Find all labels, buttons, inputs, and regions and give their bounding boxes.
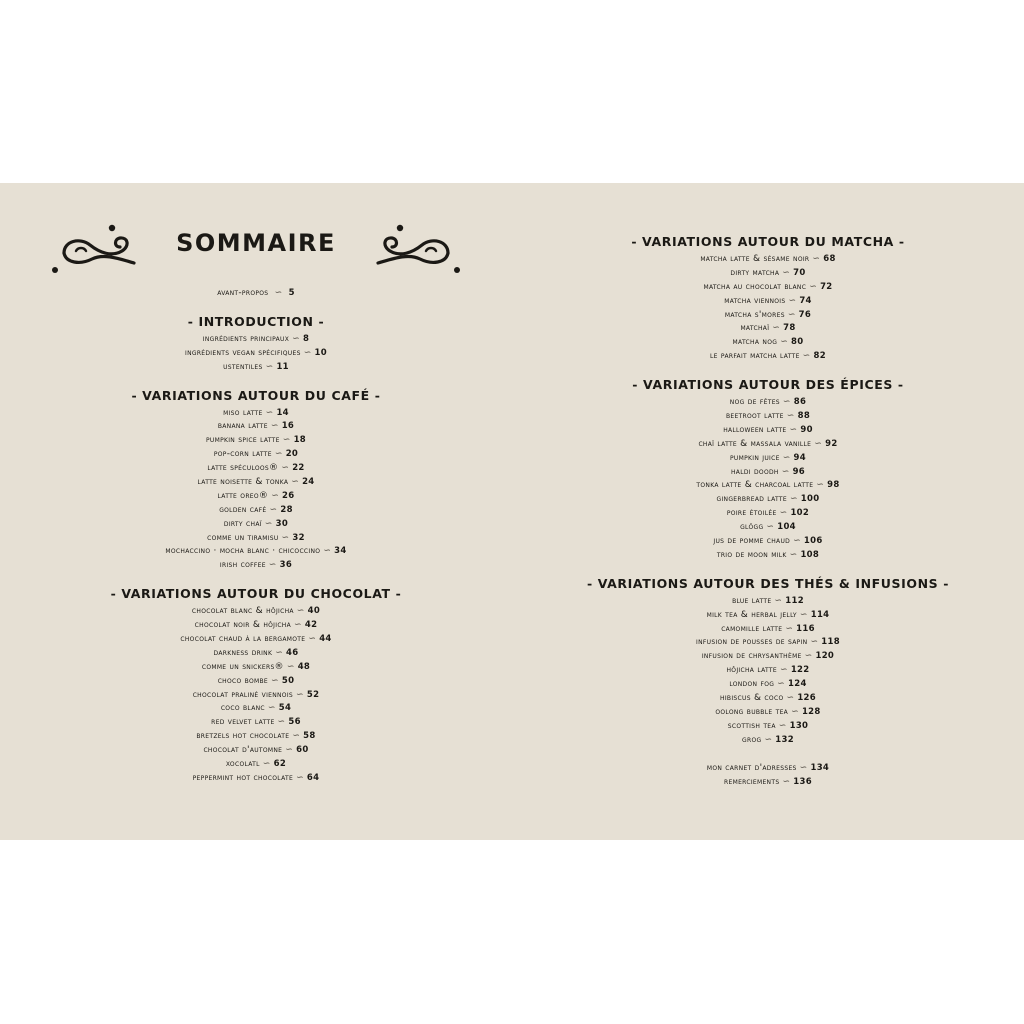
entry-label: glögg: [740, 522, 764, 533]
entry-label: hôjicha latte: [726, 665, 777, 676]
tilde-swirl-icon: ∽: [764, 734, 773, 745]
entry-label: london fog: [729, 679, 775, 690]
tilde-swirl-icon: ∽: [296, 772, 304, 783]
tilde-swirl-icon: ∽: [270, 421, 279, 432]
entry-page: 46: [286, 647, 299, 658]
entry-label: choco bombe: [217, 675, 269, 686]
toc-entry[interactable]: [512, 720, 1024, 734]
tilde-swirl-icon: ∽: [262, 759, 271, 770]
entry-page: 5: [288, 288, 295, 298]
toc-right: [512, 233, 1024, 789]
toc-entry[interactable]: [0, 476, 512, 490]
tilde-swirl-icon: ∽: [802, 351, 811, 362]
entry-label: xocolatl: [225, 759, 260, 770]
tilde-swirl-icon: ∽: [774, 595, 783, 606]
tilde-swirl-icon: ∽: [782, 397, 791, 408]
entry-label: chaï latte & massala vanille: [698, 438, 812, 449]
entry-page: 82: [813, 351, 826, 362]
entry-page: 86: [793, 397, 807, 408]
toc-entry[interactable]: [512, 322, 1024, 336]
toc-entry[interactable]: [0, 758, 512, 772]
entry-label: chocolat chaud à la bergamote: [180, 634, 306, 645]
tilde-swirl-icon: ∽: [296, 689, 304, 700]
entry-label: le parfait matcha latte: [710, 351, 800, 362]
toc-entry[interactable]: [512, 706, 1024, 720]
tilde-swirl-icon: ∽: [778, 720, 787, 731]
tilde-swirl-icon: ∽: [779, 665, 788, 676]
toc-entry[interactable]: [512, 678, 1024, 692]
tilde-swirl-icon: ∽: [323, 546, 332, 557]
toc-entry[interactable]: [0, 287, 512, 301]
entry-page: 134: [810, 762, 830, 773]
tilde-swirl-icon: ∽: [782, 776, 791, 787]
entry-label: gingerbread latte: [716, 494, 787, 505]
tilde-swirl-icon: ∽: [264, 518, 273, 529]
entry-label: blue latte: [732, 595, 772, 606]
section-heading: - VARIATIONS AUTOUR DU CAFÉ -: [131, 387, 381, 403]
tilde-swirl-icon: ∽: [810, 637, 819, 648]
toc-entry[interactable]: [512, 692, 1024, 706]
tilde-swirl-icon: ∽: [793, 536, 801, 547]
tilde-swirl-icon: ∽: [303, 347, 312, 358]
entry-page: 80: [791, 337, 804, 348]
tilde-swirl-icon: ∽: [291, 477, 300, 488]
toc-entry[interactable]: [0, 434, 512, 448]
toc-entry[interactable]: [512, 609, 1024, 623]
tilde-swirl-icon: ∽: [781, 466, 790, 477]
entry-label: latte oreo®: [217, 490, 269, 501]
toc-entry[interactable]: [512, 336, 1024, 350]
entry-label: chocolat noir & hôjicha: [194, 620, 292, 631]
tilde-swirl-icon: ∽: [292, 731, 301, 742]
spacer: [512, 748, 1024, 762]
toc-entry[interactable]: [512, 466, 1024, 480]
scroll-flourish-icon: [372, 223, 462, 275]
tilde-swirl-icon: ∽: [281, 463, 290, 474]
entry-page: 104: [777, 522, 796, 533]
entry-page: 60: [296, 745, 309, 756]
entry-label: jus de pomme chaud: [713, 536, 791, 547]
entry-page: 92: [825, 438, 838, 449]
toc-entry[interactable]: [0, 675, 512, 689]
entry-page: 42: [304, 620, 318, 631]
entry-page: 58: [303, 731, 316, 742]
entry-page: 94: [793, 452, 806, 463]
entry-label: camomille latte: [721, 623, 783, 634]
tilde-swirl-icon: ∽: [277, 717, 286, 728]
entry-page: 98: [827, 480, 840, 491]
tilde-swirl-icon: ∽: [271, 490, 280, 501]
entry-label: matcha s'mores: [724, 309, 785, 320]
toc-entry[interactable]: [512, 479, 1024, 493]
entry-page: 28: [280, 504, 293, 515]
toc-entry[interactable]: [512, 507, 1024, 521]
entry-page: 74: [799, 295, 812, 306]
entry-label: chocolat praliné viennois: [192, 689, 294, 700]
entry-label: bretzels hot chocolate: [196, 731, 290, 742]
toc-entry[interactable]: [512, 396, 1024, 410]
toc-entry[interactable]: [512, 410, 1024, 424]
toc-entry[interactable]: [0, 605, 512, 619]
toc-entry[interactable]: [512, 452, 1024, 466]
entry-page: 54: [278, 703, 292, 714]
entry-page: 56: [288, 717, 301, 728]
toc-entry[interactable]: [512, 762, 1024, 776]
toc-entry[interactable]: [512, 734, 1024, 748]
entry-label: latte noisette & tonka: [197, 477, 289, 488]
tilde-swirl-icon: ∽: [274, 288, 283, 298]
entry-label: ustentiles: [223, 361, 263, 372]
toc-entry[interactable]: [512, 521, 1024, 535]
tilde-swirl-icon: ∽: [782, 452, 791, 463]
entry-label: trio de moon milk: [716, 549, 787, 560]
tilde-swirl-icon: ∽: [804, 651, 813, 662]
tilde-swirl-icon: ∽: [275, 647, 284, 658]
tilde-swirl-icon: ∽: [786, 693, 795, 704]
entry-label: comme un snickers®: [201, 661, 284, 672]
entry-label: matcha latte & sésame noir: [700, 254, 810, 264]
section-heading: - VARIATIONS AUTOUR DES ÉPICES -: [632, 377, 904, 393]
tilde-swirl-icon: ∽: [268, 560, 277, 571]
entry-label: pop-corn latte: [213, 449, 272, 460]
tilde-swirl-icon: ∽: [789, 549, 798, 560]
entry-page: 132: [775, 734, 794, 745]
entry-page: 30: [275, 518, 289, 529]
right-sections: [512, 233, 1024, 748]
entry-label: beetroot latte: [725, 411, 784, 422]
entry-page: 96: [792, 466, 805, 477]
entry-page: 124: [788, 679, 807, 690]
toc-entry[interactable]: [512, 664, 1024, 678]
toc-entry[interactable]: [0, 462, 512, 476]
tilde-swirl-icon: ∽: [816, 480, 825, 491]
entry-label: comme un tiramisu: [207, 532, 279, 543]
toc-entry[interactable]: [0, 772, 512, 786]
toc-entry[interactable]: [512, 309, 1024, 323]
entry-page: 114: [810, 609, 830, 620]
toc-entry[interactable]: [512, 424, 1024, 438]
right-page: [512, 183, 1024, 840]
book-spread: [0, 183, 1024, 840]
entry-label: ingrédients principaux: [202, 333, 290, 344]
entry-label: grog: [742, 734, 762, 745]
entry-label: scottish tea: [727, 720, 776, 731]
entry-page: 20: [285, 449, 299, 460]
entry-page: 8: [302, 333, 310, 344]
entry-page: 22: [292, 463, 305, 474]
toc-entry[interactable]: [512, 623, 1024, 637]
entry-label: halloween latte: [723, 424, 787, 435]
entry-label: nog de fêtes: [729, 397, 780, 408]
tilde-swirl-icon: ∽: [269, 504, 278, 515]
tilde-swirl-icon: ∽: [271, 675, 279, 686]
entry-label: hibiscus & coco: [720, 693, 784, 704]
left-page: [0, 183, 512, 840]
toc-entry[interactable]: [0, 619, 512, 633]
tilde-swirl-icon: ∽: [786, 411, 795, 422]
toc-entry[interactable]: [0, 730, 512, 744]
toc-entry[interactable]: [0, 333, 512, 347]
entry-label: dirty chaï: [223, 518, 262, 529]
entry-label: chocolat d'automne: [203, 745, 283, 756]
entry-label: infusion de pousses de sapin: [696, 637, 808, 648]
toc-entry[interactable]: [0, 702, 512, 716]
entry-label: irish coffee: [219, 560, 266, 571]
tilde-swirl-icon: ∽: [292, 333, 300, 344]
entry-label: haldi doodh: [731, 466, 779, 477]
entry-label: banana latte: [217, 421, 268, 432]
entry-label: infusion de chrysanthème: [701, 651, 802, 662]
toc-entry[interactable]: [0, 661, 512, 675]
toc-entry[interactable]: [512, 267, 1024, 281]
toc-entry[interactable]: [0, 420, 512, 434]
entry-page: 102: [790, 508, 810, 519]
entry-page: 100: [800, 494, 820, 505]
toc-entry[interactable]: [512, 253, 1024, 267]
entry-page: 40: [307, 606, 321, 617]
entry-page: 88: [797, 411, 811, 422]
entry-page: 36: [279, 560, 293, 571]
section-heading: - VARIATIONS AUTOUR DES THÉS & INFUSIONS -: [586, 575, 950, 591]
tilde-swirl-icon: ∽: [785, 623, 794, 634]
entry-page: 78: [783, 323, 796, 334]
entry-label: golden café: [219, 504, 267, 515]
toc-entry[interactable]: [0, 532, 512, 546]
title-row: [0, 223, 512, 273]
toc-entry[interactable]: [512, 776, 1024, 790]
tilde-swirl-icon: ∽: [789, 494, 798, 505]
toc-entry[interactable]: [0, 716, 512, 730]
entry-label: pumpkin spice latte: [205, 435, 280, 446]
tilde-swirl-icon: ∽: [788, 295, 797, 306]
entry-page: 128: [801, 706, 821, 717]
toc-entry[interactable]: [0, 490, 512, 504]
entry-page: 26: [282, 490, 295, 501]
tilde-swirl-icon: ∽: [809, 281, 818, 292]
entry-page: 116: [796, 623, 815, 634]
entry-page: 112: [785, 595, 804, 606]
entry-page: 136: [793, 776, 812, 787]
entry-page: 14: [276, 407, 289, 418]
entry-label: matchaï: [740, 323, 770, 334]
tilde-swirl-icon: ∽: [772, 323, 781, 334]
toc-entry[interactable]: [512, 595, 1024, 609]
entry-label: milk tea & herbal jelly: [706, 609, 797, 620]
toc-entry[interactable]: [0, 689, 512, 703]
entry-page: 76: [798, 309, 812, 320]
entry-page: 10: [314, 347, 327, 358]
entry-label: miso latte: [223, 407, 263, 418]
toc-entry[interactable]: [512, 350, 1024, 364]
outro-entries: [512, 762, 1024, 790]
tilde-swirl-icon: ∽: [782, 267, 791, 278]
entry-page: 16: [281, 421, 295, 432]
section-heading: - INTRODUCTION -: [187, 313, 325, 329]
entry-page: 11: [276, 361, 289, 372]
entry-page: 18: [293, 435, 306, 446]
tilde-swirl-icon: ∽: [281, 532, 290, 543]
entry-label: darkness drink: [213, 647, 273, 658]
toc-entry[interactable]: [0, 633, 512, 647]
tilde-swirl-icon: ∽: [265, 361, 274, 372]
entry-label: coco blanc: [220, 703, 265, 714]
toc-entry[interactable]: [0, 518, 512, 532]
tilde-swirl-icon: ∽: [766, 522, 775, 533]
entry-page: 72: [820, 281, 833, 292]
tilde-swirl-icon: ∽: [791, 706, 799, 717]
left-sections: [0, 313, 512, 786]
tilde-swirl-icon: ∽: [780, 337, 789, 348]
entry-page: 34: [334, 546, 347, 557]
tilde-swirl-icon: ∽: [799, 609, 808, 620]
tilde-swirl-icon: ∽: [286, 661, 295, 672]
entry-page: 90: [800, 424, 813, 435]
toc-entry[interactable]: [0, 559, 512, 573]
entry-label: mon carnet d'adresses: [706, 762, 797, 773]
tilde-swirl-icon: ∽: [814, 438, 823, 449]
entry-page: 120: [815, 651, 835, 662]
entry-page: 32: [292, 532, 305, 543]
entry-page: 122: [790, 665, 810, 676]
tilde-swirl-icon: ∽: [296, 606, 305, 617]
entry-page: 24: [302, 477, 315, 488]
toc-entry[interactable]: [512, 295, 1024, 309]
entry-page: 130: [789, 720, 809, 731]
entry-label: ingrédients vegan spécifiques: [185, 347, 301, 358]
entry-page: 50: [281, 675, 295, 686]
entry-page: 118: [821, 637, 840, 648]
entry-label: latte spéculoos®: [207, 463, 279, 474]
tilde-swirl-icon: ∽: [274, 449, 283, 460]
entry-page: 48: [297, 661, 311, 672]
entry-page: 62: [273, 759, 287, 770]
entry-label: poire étoilée: [726, 508, 777, 519]
toc-entry[interactable]: [0, 504, 512, 518]
entry-page: 52: [306, 689, 320, 700]
tilde-swirl-icon: ∽: [787, 309, 796, 320]
entry-label: peppermint hot chocolate: [192, 772, 294, 783]
entry-page: 44: [319, 634, 332, 645]
entry-page: 68: [823, 254, 836, 264]
entry-label: matcha au chocolat blanc: [703, 281, 807, 292]
entry-label: avant-propos: [217, 288, 269, 298]
entry-label: oolong bubble tea: [715, 706, 789, 717]
entry-label: dirty matcha: [730, 267, 780, 278]
tilde-swirl-icon: ∽: [265, 407, 274, 418]
entry-label: pumpkin juice: [730, 452, 780, 463]
entry-page: 126: [797, 693, 816, 704]
toc-entry[interactable]: [0, 448, 512, 462]
entry-label: red velvet latte: [211, 717, 275, 728]
toc-entry[interactable]: [512, 493, 1024, 507]
toc-entry[interactable]: [512, 549, 1024, 563]
toc-entry[interactable]: [0, 647, 512, 661]
section-heading: - VARIATIONS AUTOUR DU CHOCOLAT -: [110, 586, 402, 602]
toc-entry[interactable]: [0, 744, 512, 758]
tilde-swirl-icon: ∽: [777, 679, 786, 690]
entry-label: mochaccino · mocha blanc · chicoccino: [165, 546, 321, 557]
entry-label: chocolat blanc & hôjicha: [191, 606, 294, 617]
entry-label: matcha viennois: [724, 295, 786, 306]
entry-page: 70: [793, 267, 806, 278]
toc-entry[interactable]: [512, 438, 1024, 452]
tilde-swirl-icon: ∽: [308, 634, 317, 645]
entry-page: 108: [800, 549, 820, 560]
tilde-swirl-icon: ∽: [799, 762, 808, 773]
toc-entry[interactable]: [0, 407, 512, 421]
section-heading: - VARIATIONS AUTOUR DU MATCHA -: [631, 234, 905, 249]
tilde-swirl-icon: ∽: [282, 435, 291, 446]
toc-entry[interactable]: [512, 636, 1024, 650]
toc-entry[interactable]: [512, 535, 1024, 549]
entry-label: matcha nog: [732, 337, 778, 348]
toc-entry[interactable]: [0, 545, 512, 559]
toc-entry[interactable]: [512, 650, 1024, 664]
entry-page: 64: [306, 772, 320, 783]
tilde-swirl-icon: ∽: [285, 745, 294, 756]
toc-left: [0, 287, 512, 786]
entry-label: remerciements: [724, 776, 780, 787]
toc-entry[interactable]: [0, 361, 512, 375]
tilde-swirl-icon: ∽: [779, 508, 788, 519]
entry-label: tonka latte & charcoal latte: [696, 480, 814, 491]
tilde-swirl-icon: ∽: [294, 620, 302, 631]
page-title: SOMMAIRE: [176, 229, 336, 257]
tilde-swirl-icon: ∽: [789, 424, 798, 435]
toc-entry[interactable]: [0, 347, 512, 361]
toc-entry[interactable]: [512, 281, 1024, 295]
entry-page: 106: [803, 536, 823, 547]
tilde-swirl-icon: ∽: [267, 703, 276, 714]
tilde-swirl-icon: ∽: [812, 254, 821, 264]
